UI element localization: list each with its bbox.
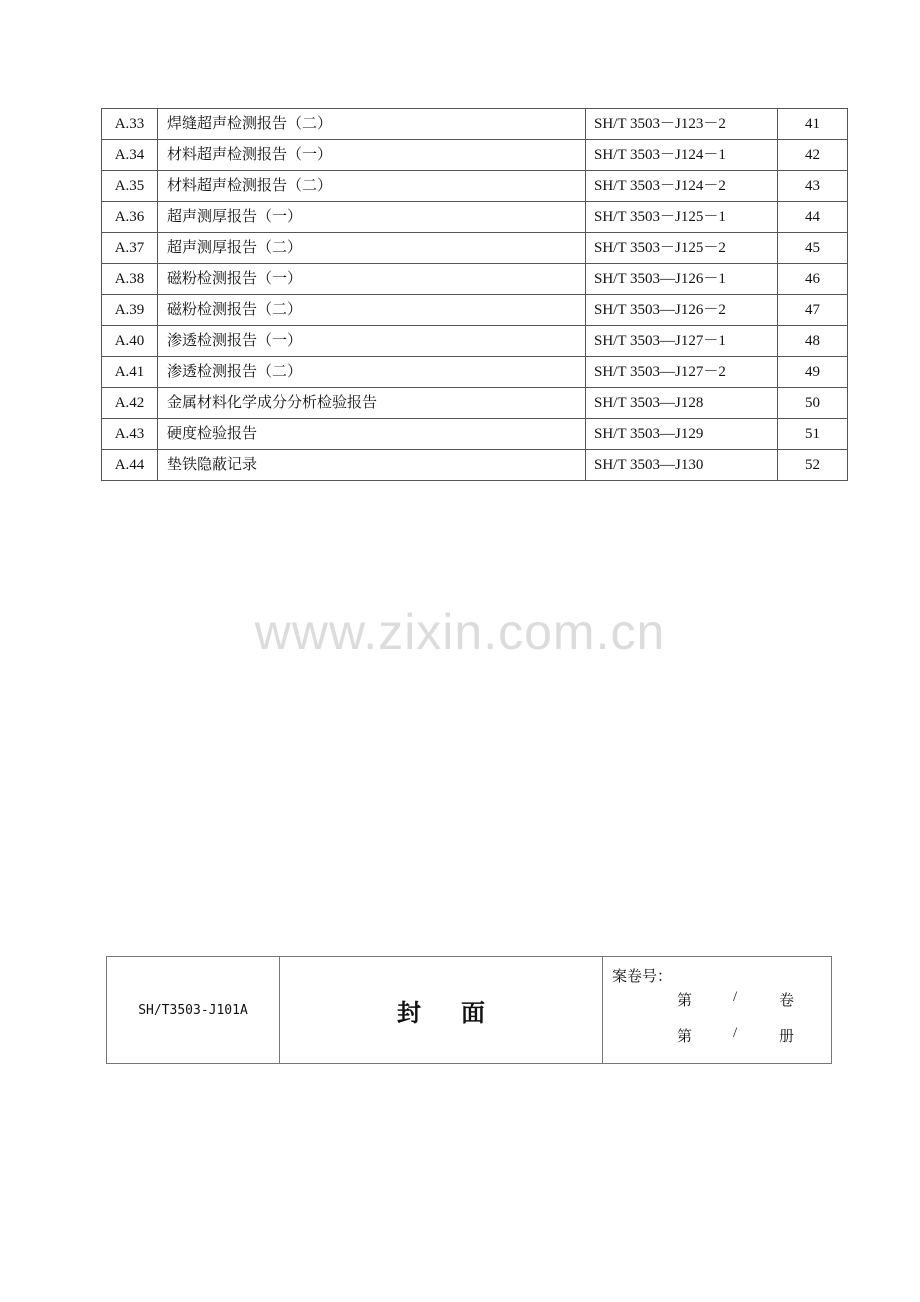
row-code: A.33 bbox=[102, 109, 158, 140]
row-code: A.37 bbox=[102, 233, 158, 264]
row-standard: SH/T 3503—J130 bbox=[586, 450, 778, 481]
table-row bbox=[102, 109, 848, 140]
volume-prefix: 第 bbox=[677, 993, 693, 1009]
row-page: 44 bbox=[778, 202, 848, 233]
row-title: 磁粉检测报告（一） bbox=[158, 264, 586, 295]
row-page: 43 bbox=[778, 171, 848, 202]
table-row bbox=[102, 419, 848, 450]
cover-title-right: 面 bbox=[461, 998, 485, 1027]
row-standard: SH/T 3503—J127－2 bbox=[586, 357, 778, 388]
row-standard: SH/T 3503—J126－1 bbox=[586, 264, 778, 295]
row-code: A.43 bbox=[102, 419, 158, 450]
cover-form bbox=[106, 956, 832, 1064]
row-title: 超声测厚报告（二） bbox=[158, 233, 586, 264]
row-title: 磁粉检测报告（二） bbox=[158, 295, 586, 326]
row-standard: SH/T 3503－J123－2 bbox=[586, 109, 778, 140]
row-standard: SH/T 3503—J129 bbox=[586, 419, 778, 450]
row-title: 硬度检验报告 bbox=[158, 419, 586, 450]
row-title: 垫铁隐蔽记录 bbox=[158, 450, 586, 481]
row-standard: SH/T 3503—J127－1 bbox=[586, 326, 778, 357]
book-separator: / bbox=[733, 1025, 738, 1041]
row-page: 51 bbox=[778, 419, 848, 450]
row-page: 49 bbox=[778, 357, 848, 388]
row-standard: SH/T 3503－J124－1 bbox=[586, 140, 778, 171]
row-title: 渗透检测报告（二） bbox=[158, 357, 586, 388]
table-row bbox=[102, 202, 848, 233]
row-standard: SH/T 3503—J126－2 bbox=[586, 295, 778, 326]
row-code: A.44 bbox=[102, 450, 158, 481]
book-row bbox=[603, 1025, 832, 1045]
row-standard: SH/T 3503－J125－1 bbox=[586, 202, 778, 233]
table-row bbox=[102, 233, 848, 264]
row-standard: SH/T 3503－J124－2 bbox=[586, 171, 778, 202]
row-code: A.41 bbox=[102, 357, 158, 388]
row-standard: SH/T 3503—J128 bbox=[586, 388, 778, 419]
row-page: 52 bbox=[778, 450, 848, 481]
row-code: A.36 bbox=[102, 202, 158, 233]
form-code: SH/T3503-J101A bbox=[107, 957, 280, 1064]
volume-suffix: 卷 bbox=[779, 993, 795, 1009]
file-number-label: 案卷号： bbox=[612, 969, 673, 985]
table-row bbox=[102, 264, 848, 295]
row-page: 46 bbox=[778, 264, 848, 295]
table-row bbox=[102, 357, 848, 388]
row-page: 48 bbox=[778, 326, 848, 357]
volume-separator: / bbox=[733, 989, 738, 1005]
row-title: 渗透检测报告（一） bbox=[158, 326, 586, 357]
row-title: 金属材料化学成分分析检验报告 bbox=[158, 388, 586, 419]
cover-title-left: 封 bbox=[397, 998, 421, 1027]
watermark: www.zixin.com.cn bbox=[254, 604, 666, 660]
cover-title bbox=[280, 957, 603, 1064]
table-row bbox=[102, 326, 848, 357]
row-code: A.34 bbox=[102, 140, 158, 171]
book-prefix: 第 bbox=[677, 1029, 693, 1045]
row-title: 材料超声检测报告（二） bbox=[158, 171, 586, 202]
row-code: A.39 bbox=[102, 295, 158, 326]
table-row bbox=[102, 140, 848, 171]
table-row bbox=[102, 388, 848, 419]
table-row bbox=[102, 450, 848, 481]
row-code: A.35 bbox=[102, 171, 158, 202]
book-suffix: 册 bbox=[779, 1029, 795, 1045]
row-page: 42 bbox=[778, 140, 848, 171]
table-row bbox=[102, 171, 848, 202]
file-number-cell bbox=[603, 957, 832, 1064]
row-code: A.42 bbox=[102, 388, 158, 419]
row-standard: SH/T 3503－J125－2 bbox=[586, 233, 778, 264]
row-code: A.38 bbox=[102, 264, 158, 295]
row-title: 材料超声检测报告（一） bbox=[158, 140, 586, 171]
row-page: 47 bbox=[778, 295, 848, 326]
row-page: 41 bbox=[778, 109, 848, 140]
volume-row bbox=[603, 989, 832, 1009]
row-page: 45 bbox=[778, 233, 848, 264]
row-code: A.40 bbox=[102, 326, 158, 357]
row-title: 超声测厚报告（一） bbox=[158, 202, 586, 233]
row-title: 焊缝超声检测报告（二） bbox=[158, 109, 586, 140]
row-page: 50 bbox=[778, 388, 848, 419]
table-row bbox=[102, 295, 848, 326]
index-table bbox=[101, 108, 848, 481]
